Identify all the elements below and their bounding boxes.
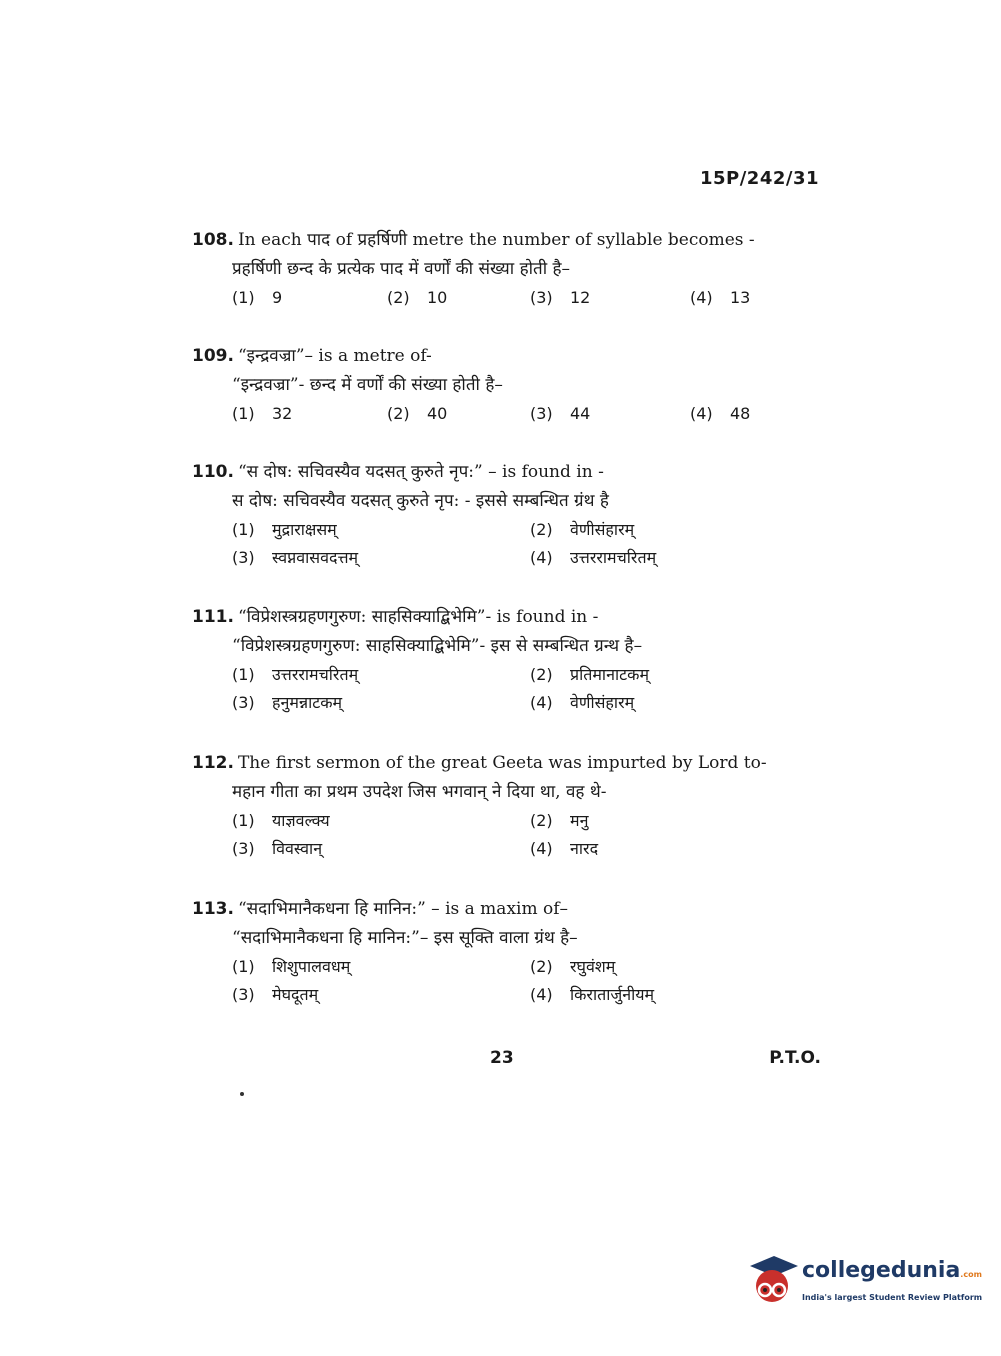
options — [232, 284, 772, 312]
option-row — [232, 807, 772, 835]
option-3[interactable] — [232, 981, 318, 1009]
option-number: (1) — [232, 404, 255, 423]
option-text: उत्तररामचरितम् — [570, 548, 657, 567]
option-4[interactable] — [530, 544, 656, 572]
options — [232, 400, 772, 428]
option-text: विवस्वान् — [272, 839, 323, 858]
option-row — [232, 981, 772, 1009]
question-hindi: “इन्द्रवज्रा”- छन्द में वर्णों की संख्या होती है– — [232, 375, 503, 395]
option-4[interactable] — [530, 689, 634, 717]
options — [232, 661, 772, 717]
option-2[interactable] — [530, 661, 649, 689]
option-number: (2) — [530, 665, 553, 684]
option-4[interactable] — [530, 981, 654, 1009]
option-2[interactable] — [530, 807, 588, 835]
question-number: 110. — [192, 462, 234, 482]
option-1[interactable] — [232, 953, 350, 981]
option-3[interactable] — [232, 689, 342, 717]
option-text: 13 — [730, 288, 751, 307]
options — [232, 807, 772, 863]
option-text: स्वप्नवासवदत्तम् — [272, 548, 359, 567]
page-number: 23 — [490, 1048, 514, 1068]
option-text: किरातार्जुनीयम् — [570, 985, 655, 1004]
option-2[interactable] — [387, 400, 447, 428]
option-text: मेघदूतम् — [272, 985, 319, 1004]
question-english-text: “स दोष: सचिवस्यैव यदसत् कुरुते नृप:” – is found in - — [237, 462, 604, 482]
paper-code: 15P/242/31 — [699, 168, 819, 189]
option-1[interactable] — [232, 284, 282, 312]
question-english — [192, 603, 772, 631]
option-number: (1) — [232, 520, 255, 539]
option-number: (3) — [530, 288, 553, 307]
option-number: (2) — [530, 811, 553, 830]
option-row — [232, 544, 772, 572]
option-number: (1) — [232, 288, 255, 307]
option-number: (2) — [387, 288, 410, 307]
option-row — [232, 953, 772, 981]
question-english — [192, 226, 772, 254]
option-number: (3) — [232, 693, 255, 712]
option-text: 10 — [427, 288, 448, 307]
option-number: (1) — [232, 665, 255, 684]
question-english-text: “विप्रेशस्त्रग्रहणगुरुण: साहसिक्याद्बिभेमि”- is found in - — [237, 607, 599, 627]
question-number: 113. — [192, 899, 234, 919]
stray-dot — [240, 1092, 244, 1096]
option-number: (2) — [387, 404, 410, 423]
question-hindi: महान गीता का प्रथम उपदेश जिस भगवान् ने दिया था, वह थे- — [232, 782, 607, 802]
option-text: हनुमन्नाटकम् — [272, 693, 343, 712]
option-text: 44 — [570, 404, 591, 423]
option-number: (4) — [530, 548, 553, 567]
question-english — [192, 342, 772, 370]
option-1[interactable] — [232, 400, 292, 428]
option-text: 40 — [427, 404, 448, 423]
question-number: 112. — [192, 753, 234, 773]
option-number: (2) — [530, 520, 553, 539]
option-row — [232, 400, 772, 428]
option-number: (2) — [530, 957, 553, 976]
question-english-text: “इन्द्रवज्रा”– is a metre of- — [237, 346, 432, 366]
option-3[interactable] — [530, 284, 590, 312]
option-1[interactable] — [232, 516, 337, 544]
question-113 — [192, 895, 772, 1009]
option-text: 32 — [272, 404, 293, 423]
option-4[interactable] — [530, 835, 598, 863]
option-text: मनु — [570, 811, 589, 830]
question-english-text: The first sermon of the great Geeta was impurted by Lord to- — [237, 753, 767, 773]
option-text: नारद — [570, 839, 599, 858]
question-108 — [192, 226, 772, 312]
option-number: (4) — [690, 404, 713, 423]
option-number: (1) — [232, 811, 255, 830]
option-number: (4) — [530, 985, 553, 1004]
option-text: 12 — [570, 288, 591, 307]
question-hindi: “सदाभिमानैकधना हि मानिन:”– इस सूक्ति वाला ग्रंथ है– — [232, 928, 578, 948]
option-text: 48 — [730, 404, 751, 423]
option-row — [232, 689, 772, 717]
question-number: 111. — [192, 607, 234, 627]
question-number: 109. — [192, 346, 234, 366]
question-english — [192, 458, 772, 486]
option-number: (4) — [530, 693, 553, 712]
option-number: (3) — [232, 839, 255, 858]
question-english — [192, 895, 772, 923]
option-text: याज्ञवल्क्य — [272, 811, 330, 830]
question-hindi: “विप्रेशस्त्रग्रहणगुरुण: साहसिक्याद्बिभेमि”- इस से सम्बन्धित ग्रन्थ है– — [232, 636, 643, 656]
option-text: उत्तररामचरितम् — [272, 665, 359, 684]
option-text: प्रतिमानाटकम् — [570, 665, 650, 684]
option-number: (3) — [530, 404, 553, 423]
option-number: (3) — [232, 985, 255, 1004]
option-2[interactable] — [530, 953, 615, 981]
option-2[interactable] — [530, 516, 634, 544]
option-1[interactable] — [232, 807, 330, 835]
option-1[interactable] — [232, 661, 358, 689]
option-row — [232, 516, 772, 544]
question-112 — [192, 749, 772, 863]
option-text: रघुवंशम् — [570, 957, 616, 976]
option-4[interactable] — [690, 400, 750, 428]
pto-label: P.T.O. — [769, 1048, 821, 1068]
option-2[interactable] — [387, 284, 447, 312]
options — [232, 953, 772, 1009]
collegedunia-logo[interactable] — [744, 1250, 984, 1320]
option-number: (3) — [232, 548, 255, 567]
question-hindi: प्रहर्षिणी छन्द के प्रत्येक पाद में वर्णों की संख्या होती है– — [232, 259, 571, 279]
option-row — [232, 835, 772, 863]
question-english-text: In each पाद of प्रहर्षिणी metre the number of syllable becomes - — [237, 230, 755, 250]
question-hindi: स दोष: सचिवस्यैव यदसत् कुरुते नृप: - इससे सम्बन्धित ग्रंथ है — [232, 491, 609, 511]
option-text: 9 — [272, 288, 283, 307]
question-111 — [192, 603, 772, 717]
question-109 — [192, 342, 772, 428]
logo-tagline: India's largest Student Review Platform — [802, 1293, 983, 1302]
option-number: (4) — [690, 288, 713, 307]
question-number: 108. — [192, 230, 234, 250]
option-row — [232, 661, 772, 689]
question-110 — [192, 458, 772, 572]
option-3[interactable] — [232, 835, 322, 863]
option-number: (4) — [530, 839, 553, 858]
question-english-text: “सदाभिमानैकधना हि मानिन:” – is a maxim of– — [237, 899, 569, 919]
option-text: वेणीसंहारम् — [570, 520, 635, 539]
option-text: मुद्राराक्षसम् — [272, 520, 337, 539]
option-3[interactable] — [530, 400, 590, 428]
question-english — [192, 749, 772, 777]
logo-wordmark: collegedunia.com — [802, 1258, 982, 1283]
option-text: शिशुपालवधम् — [272, 957, 351, 976]
option-number: (1) — [232, 957, 255, 976]
option-text: वेणीसंहारम् — [570, 693, 635, 712]
mascot-icon — [744, 1252, 800, 1308]
option-4[interactable] — [690, 284, 750, 312]
option-row — [232, 284, 772, 312]
options — [232, 516, 772, 572]
option-3[interactable] — [232, 544, 358, 572]
